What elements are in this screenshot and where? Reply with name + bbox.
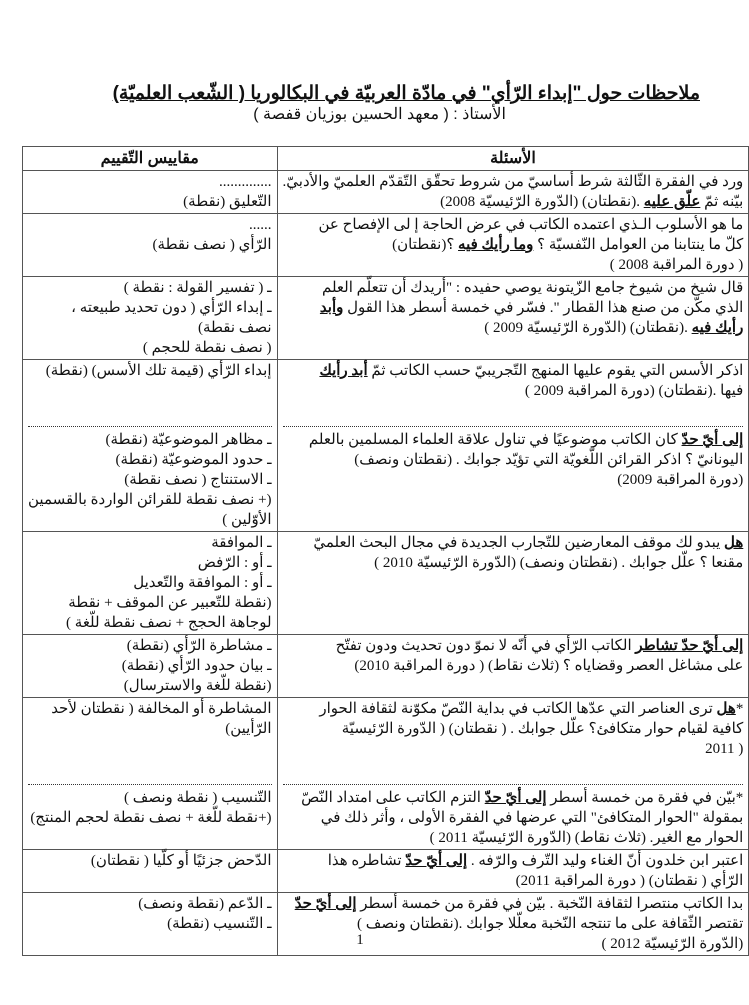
text-segment: التزم الكاتب على امتداد النّصّ — [301, 790, 485, 806]
question-cell — [277, 360, 749, 532]
text-segment: (+ نصف نقطة للقرائن الواردة بالقسمين — [28, 492, 272, 508]
text-segment: فيها .(نقطتان) (دورة المراقبة 2009 ) — [524, 383, 744, 399]
text-segment: ـ الموافقة — [211, 535, 272, 551]
emphasized-text: إلى أيّ حدّ — [681, 432, 744, 448]
text-line — [28, 298, 272, 318]
emphasized-text: هل — [716, 701, 736, 717]
question-cell — [277, 214, 749, 277]
text-segment: ما هو الأسلوب الـذي اعتمده الكاتب في عرض الحاجة إ لى الإفصاح عن — [318, 217, 744, 233]
emphasized-text: علّق عليه — [643, 194, 701, 210]
text-line — [28, 759, 272, 779]
text-line — [28, 235, 272, 255]
criteria-cell — [23, 532, 278, 635]
text-line — [28, 788, 272, 808]
criteria-cell — [23, 360, 278, 532]
text-line — [28, 172, 272, 192]
text-line — [28, 361, 272, 381]
text-line — [283, 470, 744, 490]
text-segment: قال شيخ من شيوخ جامع الزّيتونة يوصي حفيده : "أريدك أن تتعلّم العلم — [321, 280, 744, 296]
text-segment: ( نصف نقطة للحجم ) — [142, 340, 272, 356]
table-header-row — [23, 147, 749, 171]
text-line — [28, 894, 272, 914]
emphasized-text: رأيك فيه — [691, 320, 744, 336]
text-line — [28, 490, 272, 510]
text-segment: ـ الاستنتاج ( نصف نقطة) — [124, 472, 272, 488]
text-line — [283, 235, 744, 255]
text-line — [283, 828, 744, 848]
text-line — [28, 808, 272, 828]
text-line — [28, 593, 272, 613]
text-segment: الرّأي ( نصف نقطة) — [152, 237, 272, 253]
question-cell — [277, 850, 749, 893]
text-segment: (نقطة للّغة والاسترسال) — [123, 678, 272, 694]
question-cell — [277, 171, 749, 214]
text-line — [28, 656, 272, 676]
text-line — [28, 851, 272, 871]
text-line — [283, 699, 744, 719]
text-line — [283, 656, 744, 676]
text-line — [283, 450, 744, 470]
text-line — [283, 401, 744, 421]
text-segment: تقتصر الثّقافة على ما تنتجه النّخبة معلّلا جوابك .(نقطتان ونصف ) — [357, 916, 744, 932]
text-line — [283, 636, 744, 656]
text-line — [28, 278, 272, 298]
text-segment: ( 2011 — [705, 741, 744, 757]
text-line — [283, 298, 744, 318]
text-line — [28, 719, 272, 739]
table-body — [23, 171, 749, 956]
emphasized-text: إلى أيّ حدّ — [294, 896, 357, 912]
text-segment: مقنعا ؟ علّل جوابك . (نقطتان ونصف) (الدّورة الرّئيسيّة 2010 ) — [374, 555, 744, 571]
text-line — [283, 871, 744, 891]
table-row — [23, 171, 749, 214]
text-line — [283, 759, 744, 779]
text-line — [28, 914, 272, 934]
text-segment: ـ أو : الموافقة والتّعديل — [133, 575, 272, 591]
text-segment: ـ ( تفسير القولة : نقطة ) — [123, 280, 272, 296]
text-line — [28, 613, 272, 633]
table-row — [23, 360, 749, 532]
text-segment: اذكر الأسس التي يقوم عليها المنهج التّجريبيّ حسب الكاتب ثمّ — [367, 363, 744, 379]
text-segment: ورد في الفقرة الثّالثة شرط أساسيّ من شروط تحقّق التّقدّم العلميّ والأدبيّ. — [282, 174, 744, 190]
text-segment: *بيّن في فقرة من خمسة أسطر — [546, 790, 744, 806]
criteria-cell — [23, 698, 278, 850]
text-line — [283, 381, 744, 401]
text-segment: يبدو لك موقف المعارضين للتّجارب الجديدة في مجال البحث العلميّ — [313, 535, 725, 551]
text-line — [283, 255, 744, 275]
text-segment: ـ حدود الموضوعيّة (نقطة) — [115, 452, 272, 468]
text-line — [28, 636, 272, 656]
table-row — [23, 532, 749, 635]
text-segment: الذي مكّن من صنع هذا القطار ". فسّر في خمسة أسطر هذا القول — [343, 300, 744, 316]
text-segment: ترى العناصر التي عدّها الكاتب في بداية النّصّ مكوّنة لثقافة الحوار — [319, 701, 717, 717]
text-line — [283, 215, 744, 235]
text-line — [283, 361, 744, 381]
question-cell — [277, 635, 749, 698]
text-segment: .............. — [219, 174, 272, 190]
emphasized-text: وما رأيك فيه — [458, 237, 534, 253]
text-line — [283, 739, 744, 759]
text-segment: لوجاهة الحجج + نصف نقطة للّغة ) — [66, 615, 272, 631]
emphasized-text: إلى أيّ حدّ — [484, 790, 547, 806]
text-segment: اليونانيّ ؟ اذكر القرائن اللّغويّة التي تؤيّد جوابك . (نقطتان ونصف) — [354, 452, 744, 468]
text-segment: الرّأي ( نقطتان) ( دورة المراقبة 2011) — [515, 873, 744, 889]
text-segment: ـ مشاطرة الرّأي (نقطة) — [126, 638, 272, 654]
dotted-separator — [283, 426, 744, 427]
emphasized-text: هل — [724, 535, 744, 551]
text-line — [28, 215, 272, 235]
text-segment: .(نقطتان) (الدّورة الرّئيسيّة 2008) — [440, 194, 644, 210]
text-segment: تشاطره هذا — [327, 853, 406, 869]
text-line — [28, 739, 272, 759]
text-segment: ـ مظاهر الموضوعيّة (نقطة) — [105, 432, 272, 448]
table-row — [23, 277, 749, 360]
text-line — [283, 192, 744, 212]
text-segment: إبداء الرّأي (قيمة تلك الأسس) (نقطة) — [45, 363, 272, 379]
dotted-separator — [283, 784, 744, 785]
text-segment: التّنسيب ( نقطة ونصف ) — [124, 790, 272, 806]
criteria-cell — [23, 214, 278, 277]
criteria-header: مقاييس التّقييم — [23, 147, 278, 171]
text-segment: الكاتب الرّأي في أنّه لا نموّ دون تحديث ودون تفتّح — [335, 638, 636, 654]
questions-header: الأسئلة — [277, 147, 749, 171]
text-segment: بيّنه ثمّ — [700, 194, 744, 210]
text-line — [28, 381, 272, 401]
text-segment: الدّحض جزئيًا أو كلّيا ( نقطتان) — [90, 853, 272, 869]
criteria-cell — [23, 850, 278, 893]
text-line — [28, 401, 272, 421]
page-number: 1 — [356, 932, 364, 948]
text-line — [28, 470, 272, 490]
text-segment: كلّ ما ينتابنا من العوامل النّفسيّة ؟ — [533, 237, 744, 253]
text-line — [28, 573, 272, 593]
text-segment: كان الكاتب موضوعيًا في تناول علاقة العلماء المسلمين بالعلم — [308, 432, 682, 448]
dotted-separator — [28, 426, 272, 427]
text-segment: الحوار مع الغير. (ثلاث نقاط) (الدّورة الرّئيسيّة 2011 ) — [429, 830, 744, 846]
table-row — [23, 635, 749, 698]
table-row — [23, 214, 749, 277]
text-line — [28, 699, 272, 719]
text-segment: بمقولة "الحوار المتكافئ" التي عرضها في الفقرة الأولى ، وأثر ذلك في — [320, 810, 744, 826]
text-line — [28, 338, 272, 358]
text-line — [28, 533, 272, 553]
text-line — [283, 533, 744, 553]
text-line — [28, 676, 272, 696]
text-line — [28, 450, 272, 470]
text-line — [283, 788, 744, 808]
text-line — [283, 808, 744, 828]
text-segment: على مشاغل العصر وقضاياه ؟ (ثلاث نقاط) ( دورة المراقبة 2010) — [354, 658, 744, 674]
text-segment: (نقطة للتّعبير عن الموقف + نقطة — [68, 595, 272, 611]
text-line — [283, 172, 744, 192]
text-segment: المشاطرة أو المخالفة ( نقطتان لأحد — [51, 701, 272, 717]
emphasized-text: إلى أيّ حدّ تشاطر — [635, 638, 744, 654]
text-segment: كافية لقيام حوار متكافئ؟ علّل جوابك . ( نقطتان) ( الدّورة الرّئيسيّة — [341, 721, 744, 737]
text-segment: ( دورة المراقبة 2008 ) — [609, 257, 744, 273]
question-cell — [277, 532, 749, 635]
question-cell — [277, 698, 749, 850]
text-line — [283, 430, 744, 450]
emphasized-text: إلى أيّ حدّ — [405, 853, 468, 869]
criteria-cell — [23, 171, 278, 214]
text-segment: نصف نقطة) — [197, 320, 272, 336]
emphasized-text: وأبد — [319, 300, 344, 316]
text-line — [28, 192, 272, 212]
text-line — [28, 430, 272, 450]
text-line — [28, 510, 272, 530]
text-line — [283, 553, 744, 573]
document-title: ملاحظات حول "إبداء الرّأي" في مادّة العربيّة في البكالوريا ( الشّعب العلميّة) — [112, 83, 700, 104]
text-segment: الرّأيين) — [225, 721, 272, 737]
emphasized-text: أبد رأيك — [319, 363, 368, 379]
text-segment: التّعليق (نقطة) — [183, 194, 272, 210]
text-line — [283, 914, 744, 934]
text-segment: ـ أو : الرّفض — [197, 555, 272, 571]
text-line — [283, 318, 744, 338]
text-segment: (الدّورة الرّئيسيّة 2012 ) — [601, 936, 744, 952]
question-cell — [277, 277, 749, 360]
text-line — [283, 278, 744, 298]
text-segment: ـ الدّعم (نقطة ونصف) — [138, 896, 272, 912]
text-line — [28, 553, 272, 573]
document-subtitle: الأستاذ : ( معهد الحسين بوزيان قفصة ) — [253, 106, 506, 123]
text-line — [28, 318, 272, 338]
table-row — [23, 850, 749, 893]
text-segment: ؟(نقطتان) — [392, 237, 459, 253]
text-segment: (دورة المراقبة 2009) — [617, 472, 744, 488]
text-segment: اعتبر ابن خلدون أنّ الغناء وليد التّرف والرّفه . — [467, 853, 744, 869]
criteria-cell — [23, 277, 278, 360]
text-segment: ـ بيان حدود الرّأي (نقطة) — [121, 658, 272, 674]
questions-table — [22, 146, 749, 956]
criteria-cell — [23, 635, 278, 698]
text-segment: ـ إبداء الرّأي ( دون تحديد طبيعته ، — [71, 300, 272, 316]
text-segment: .(نقطتان) (الدّورة الرّئيسيّة 2009 ) — [484, 320, 692, 336]
text-line — [283, 894, 744, 914]
dotted-separator — [28, 784, 272, 785]
text-segment: الأوّلين ) — [222, 512, 272, 528]
text-segment: ...... — [249, 217, 272, 233]
text-segment: * — [735, 701, 744, 717]
table-row — [23, 698, 749, 850]
text-segment: (+نقطة للّغة + نصف نقطة لحجم المنتج) — [30, 810, 272, 826]
text-segment: ـ التّنسيب (نقطة) — [167, 916, 272, 932]
text-segment: بدا الكاتب منتصرا لثقافة النّخبة . بيّن في فقرة من خمسة أسطر — [356, 896, 744, 912]
text-line — [283, 719, 744, 739]
text-line — [283, 851, 744, 871]
